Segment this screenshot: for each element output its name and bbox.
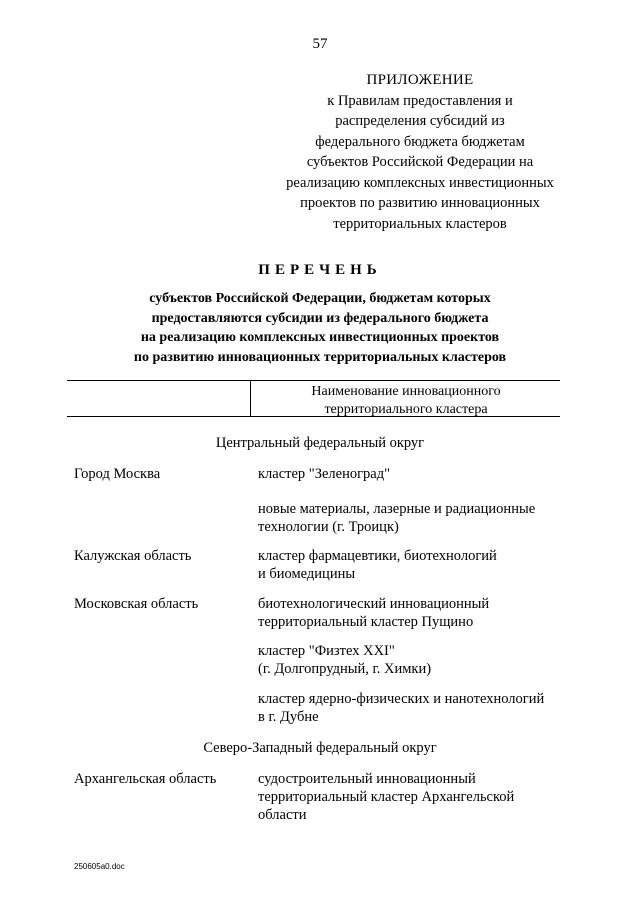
cluster-name xyxy=(258,595,578,631)
cluster-name xyxy=(258,642,578,678)
cluster-line: территориальный кластер Пущино xyxy=(258,614,474,630)
table-header-cluster-name xyxy=(252,383,560,419)
district-heading: Северо-Западный федеральный округ xyxy=(203,740,437,756)
cluster-name xyxy=(258,690,578,726)
list-title: ПЕРЕЧЕНЬ xyxy=(258,262,382,278)
list-subtitle-line: субъектов Российской Федерации, бюджетам которых xyxy=(149,291,491,306)
appendix-line: проектов по развитию инновационных xyxy=(300,195,540,211)
cluster-line: кластер фармацевтики, биотехнологий xyxy=(258,548,497,564)
cluster-line: кластер "Зеленоград" xyxy=(258,466,391,482)
cluster-line: в г. Дубне xyxy=(258,709,319,725)
appendix-title: ПРИЛОЖЕНИЕ xyxy=(366,72,474,88)
cluster-line: и биомедицины xyxy=(258,566,356,582)
table-header-divider xyxy=(250,381,251,416)
cluster-line: технологии (г. Троицк) xyxy=(258,519,399,535)
appendix-line: к Правилам предоставления и xyxy=(327,92,513,109)
list-subtitle-line: предоставляются субсидии из федерального бюджета xyxy=(151,310,489,326)
cluster-name xyxy=(258,770,578,824)
cluster-line: кластер ядерно-физических и нанотехнологий xyxy=(258,691,545,707)
cluster-line: судостроительный инновационный xyxy=(258,771,476,787)
appendix-line: территориальных кластеров xyxy=(333,215,507,232)
footer-filename: 250605a0.doc xyxy=(74,862,125,871)
region-name: Московская область xyxy=(74,596,199,612)
cluster-line: биотехнологический инновационный xyxy=(258,596,490,612)
appendix-line: федерального бюджета бюджетам xyxy=(315,133,525,150)
appendix-line: реализацию комплексных инвестиционных xyxy=(286,174,554,191)
table-header-line: Наименование инновационного xyxy=(311,384,501,399)
cluster-line: области xyxy=(258,807,307,823)
table-header-bottom-rule xyxy=(67,416,560,417)
cluster-line: (г. Долгопрудный, г. Химки) xyxy=(258,661,432,677)
cluster-line: кластер "Физтех XXI" xyxy=(258,643,395,659)
list-subtitle-line: по развитию инновационных территориальных кластеров xyxy=(133,349,507,365)
region-name: Калужская область xyxy=(74,548,192,564)
region-name: Город Москва xyxy=(74,466,161,482)
list-subtitle-line: на реализацию комплексных инвестиционных проектов xyxy=(140,330,500,345)
region-name: Архангельская область xyxy=(74,771,217,787)
table-header-line: территориального кластера xyxy=(324,402,488,417)
cluster-name xyxy=(258,465,578,483)
page-number: 57 xyxy=(312,36,328,52)
table-header-top-rule xyxy=(67,380,560,381)
cluster-name xyxy=(258,500,578,536)
cluster-name xyxy=(258,547,578,583)
list-subtitle xyxy=(90,289,550,367)
cluster-line: территориальный кластер Архангельской xyxy=(258,789,515,805)
appendix-block xyxy=(270,70,570,234)
district-heading: Центральный федеральный округ xyxy=(215,435,425,451)
appendix-line: субъектов Российской Федерации на xyxy=(306,154,534,170)
appendix-line: распределения субсидий из xyxy=(335,113,505,129)
cluster-line: новые материалы, лазерные и радиационные xyxy=(258,501,536,517)
